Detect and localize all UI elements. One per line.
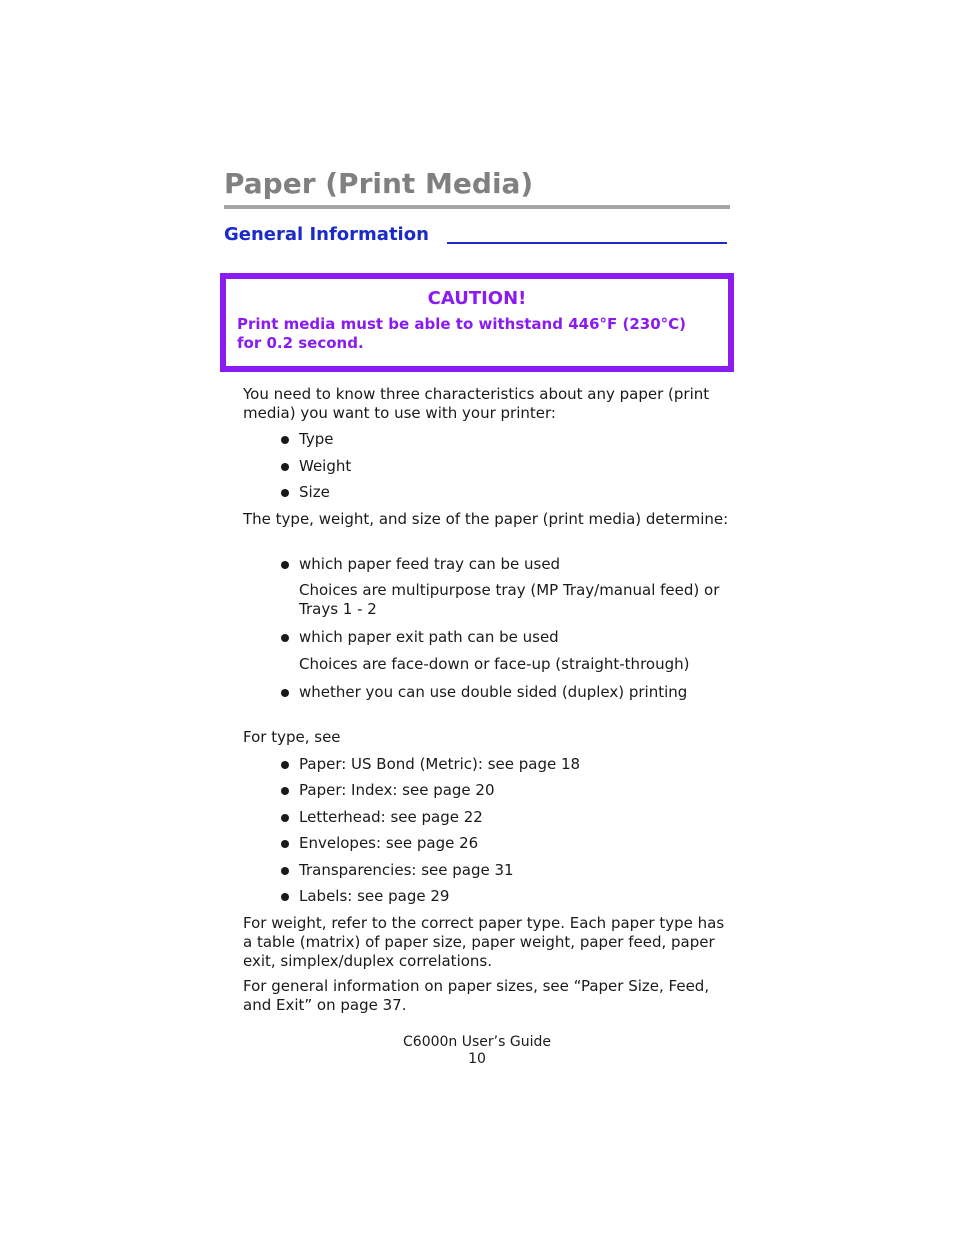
- bullet-icon: [281, 634, 289, 642]
- list-item-text: whether you can use double sided (duplex) printing: [299, 683, 688, 701]
- bullet-icon: [281, 436, 289, 444]
- caution-box: [220, 273, 734, 372]
- sizes-paragraph: For general information on paper sizes, see “Paper Size, Feed, and Exit” on page 37.: [243, 977, 710, 1014]
- bullet-icon: [281, 689, 289, 697]
- determine-paragraph: The type, weight, and size of the paper (print media) determine:: [243, 510, 729, 528]
- list-item-text: Paper: US Bond (Metric): see page 18: [299, 755, 581, 773]
- list-item-text: Type: [299, 430, 334, 448]
- bullet-icon: [281, 561, 289, 569]
- title-underline: [224, 205, 730, 209]
- section-heading-rule: [447, 242, 727, 244]
- list-item-text: which paper feed tray can be used: [299, 555, 561, 573]
- list-item-text: Weight: [299, 457, 352, 475]
- bullet-icon: [281, 761, 289, 769]
- intro-paragraph: You need to know three characteristics about any paper (print media) you want to use with your printer:: [243, 385, 710, 422]
- list-item-text: Paper: Index: see page 20: [299, 781, 495, 799]
- list-item-text: Size: [299, 483, 330, 501]
- footer-page-number: 10: [468, 1051, 486, 1067]
- caution-text: Print media must be able to withstand 446°F (230°C) for 0.2 second.: [237, 315, 687, 352]
- bullet-icon: [281, 840, 289, 848]
- section-heading: General Information: [224, 224, 429, 245]
- type-paragraph: For type, see: [243, 728, 341, 746]
- caution-title: CAUTION!: [427, 288, 527, 309]
- list-item-text: Letterhead: see page 22: [299, 808, 483, 826]
- bullet-icon: [281, 463, 289, 471]
- list-item-detail: Choices are face-down or face-up (straight-through): [299, 655, 690, 673]
- list-item-text: which paper exit path can be used: [299, 628, 559, 646]
- bullet-icon: [281, 893, 289, 901]
- list-item-text: Transparencies: see page 31: [299, 861, 514, 879]
- weight-paragraph: For weight, refer to the correct paper type. Each paper type has a table (matrix) of paper size, paper weight, paper feed, paper exit, simplex/duplex correlations.: [243, 914, 725, 970]
- page-title: Paper (Print Media): [224, 167, 534, 200]
- bullet-icon: [281, 489, 289, 497]
- list-item-text: Envelopes: see page 26: [299, 834, 479, 852]
- bullet-icon: [281, 867, 289, 875]
- footer-guide-title: C6000n User’s Guide: [403, 1034, 551, 1050]
- bullet-icon: [281, 814, 289, 822]
- list-item-text: Labels: see page 29: [299, 887, 450, 905]
- list-item-detail: Choices are multipurpose tray (MP Tray/manual feed) or Trays 1 - 2: [299, 581, 720, 618]
- bullet-icon: [281, 787, 289, 795]
